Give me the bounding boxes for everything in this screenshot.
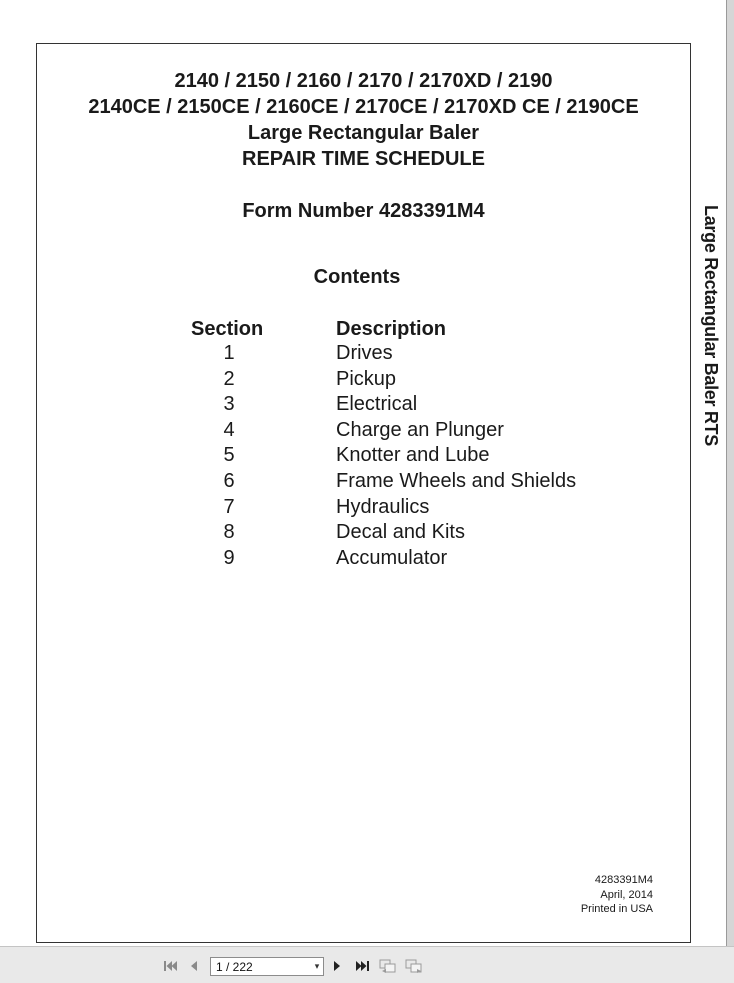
contents-heading: Contents (313, 266, 401, 288)
contents-row (37, 342, 690, 368)
contents-row (37, 521, 690, 547)
contents-list (37, 342, 690, 572)
footer-form-code: 4283391M4 (594, 874, 653, 886)
section-description: Knotter and Lube (336, 444, 490, 467)
section-number: 1 (223, 342, 235, 364)
section-number: 6 (223, 469, 235, 492)
section-number: 7 (223, 495, 235, 518)
side-tab-text: Large Rectangular Baler RTS (700, 204, 721, 446)
page-number-value: 1 / 222 (216, 959, 253, 974)
document-page (36, 43, 691, 943)
model-line-1: 2140 / 2150 / 2160 / 2170 / 2170XD / 2190 (174, 70, 553, 92)
footer-info (581, 873, 653, 917)
side-tab-label (700, 204, 721, 446)
section-number: 5 (223, 444, 235, 467)
scrollbar[interactable] (726, 0, 734, 946)
contents-row (37, 547, 690, 573)
first-page-icon[interactable] (162, 958, 178, 974)
contents-row (37, 444, 690, 470)
previous-page-icon[interactable] (187, 958, 201, 974)
model-line-2: 2140CE / 2150CE / 2160CE / 2170CE / 2170XD CE / 2190CE (88, 96, 639, 118)
section-number: 3 (223, 393, 235, 416)
section-description: Electrical (336, 393, 418, 416)
section-number: 8 (223, 521, 235, 544)
section-number: 4 (223, 418, 235, 441)
previous-view-icon[interactable] (379, 958, 397, 974)
section-description: Hydraulics (336, 495, 430, 518)
document-type: REPAIR TIME SCHEDULE (242, 148, 485, 170)
section-description: Pickup (336, 367, 397, 390)
footer-date: April, 2014 (600, 888, 653, 901)
next-view-icon[interactable] (405, 958, 423, 974)
section-description: Accumulator (336, 546, 448, 569)
contents-row (37, 419, 690, 445)
chevron-down-icon[interactable]: ▾ (314, 961, 320, 971)
section-description: Drives (336, 342, 393, 364)
next-page-icon[interactable] (330, 958, 344, 974)
last-page-icon[interactable] (353, 958, 371, 974)
contents-row (37, 368, 690, 394)
contents-row (37, 496, 690, 522)
section-number: 2 (223, 367, 235, 390)
contents-row (37, 470, 690, 496)
section-description: Frame Wheels and Shields (336, 469, 577, 492)
section-column-header: Section (191, 318, 264, 340)
navigation-toolbar (0, 946, 734, 983)
page-number-select[interactable] (210, 957, 324, 976)
footer-printed: Printed in USA (580, 903, 653, 915)
product-name: Large Rectangular Baler (247, 122, 480, 144)
form-number: Form Number 4283391M4 (242, 200, 485, 222)
description-column-header: Description (336, 318, 447, 340)
section-number: 9 (223, 546, 235, 569)
contents-row (37, 393, 690, 419)
section-description: Decal and Kits (336, 521, 465, 544)
section-description: Charge an Plunger (336, 418, 504, 441)
